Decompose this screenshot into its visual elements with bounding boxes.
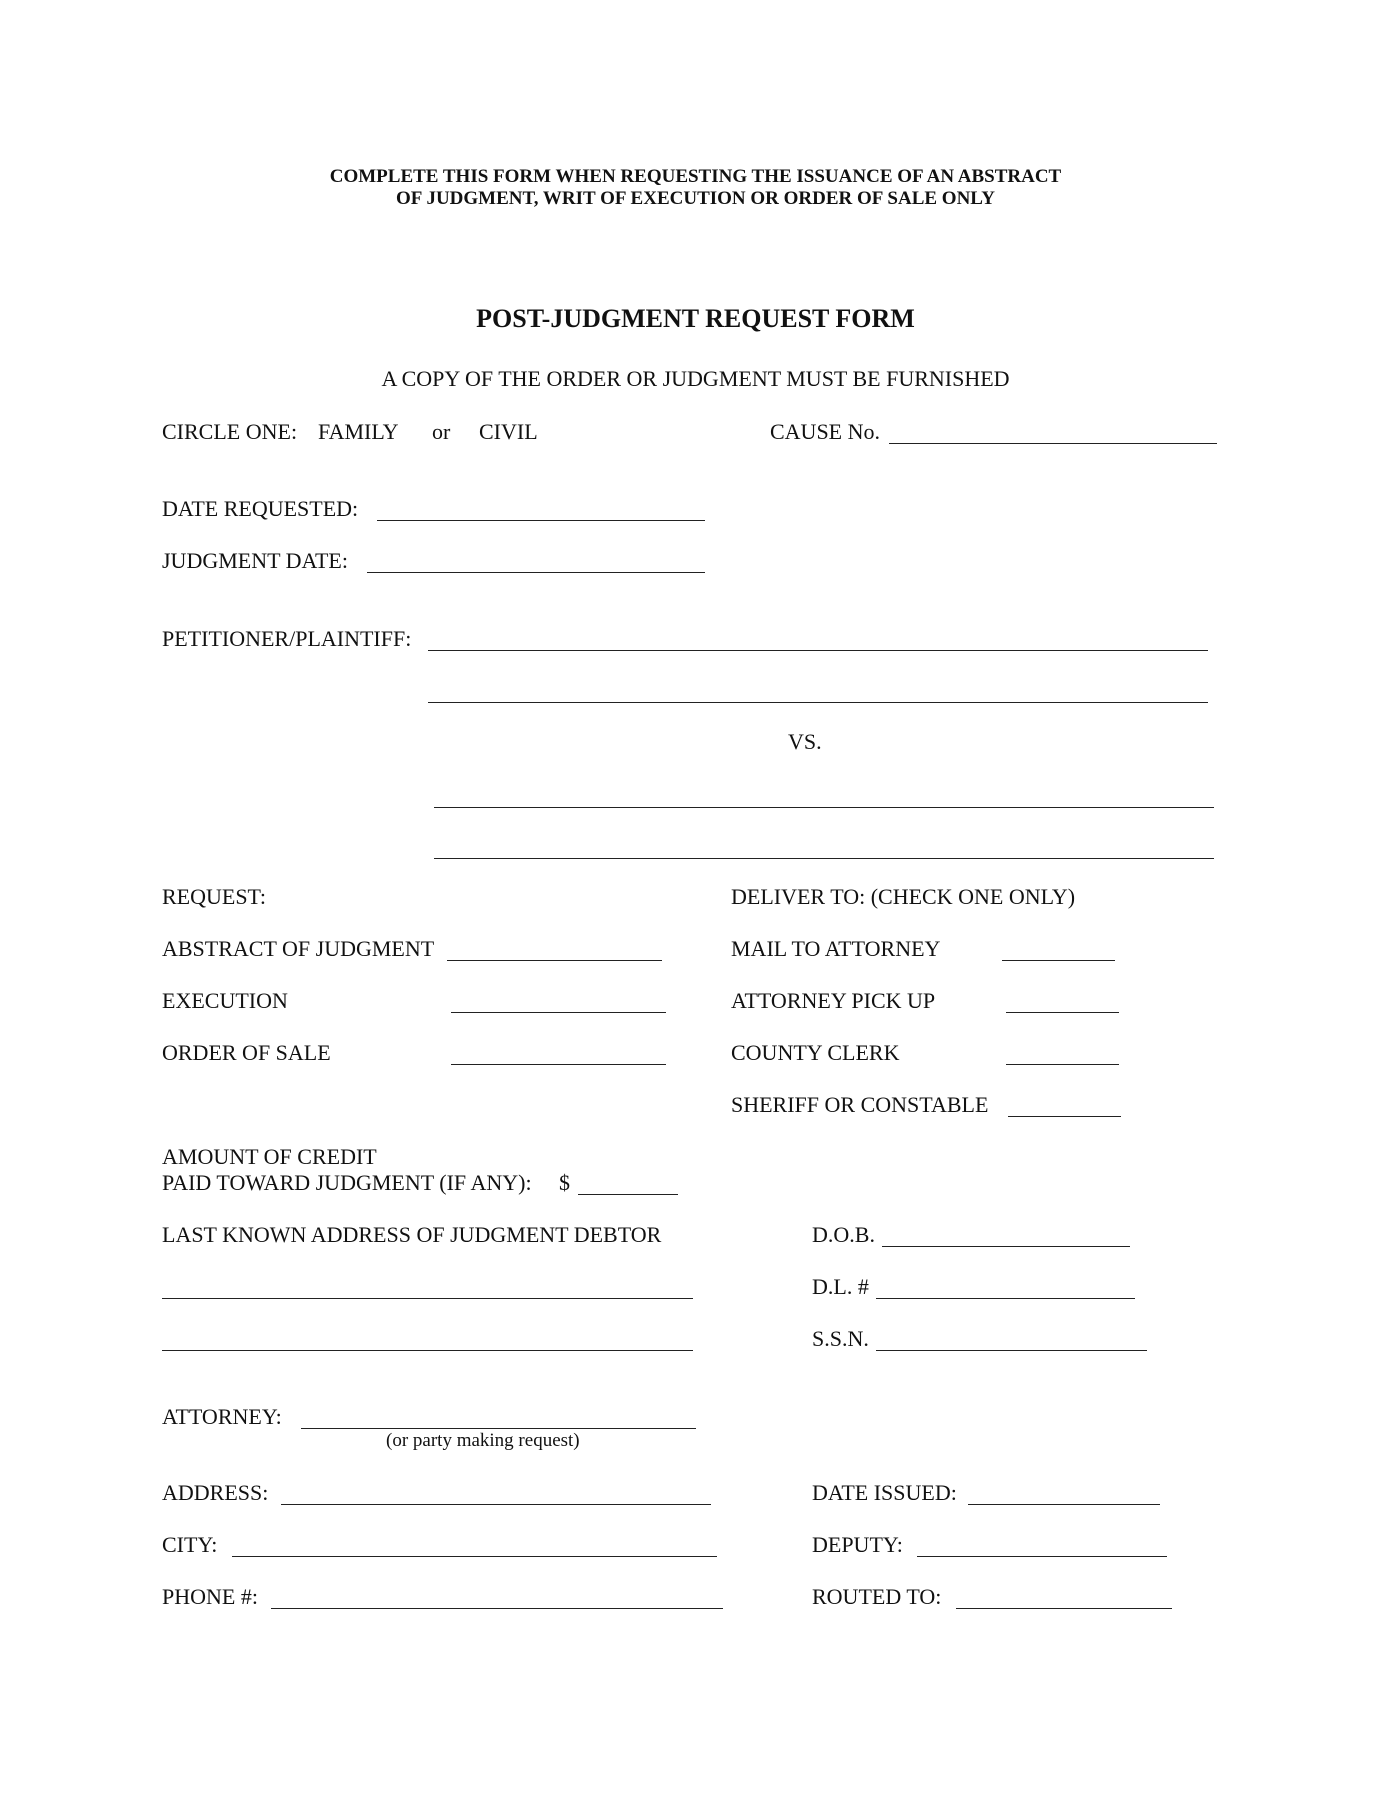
circle-one-label: CIRCLE ONE: <box>162 419 298 444</box>
attorney-note: (or party making request) <box>386 1430 580 1451</box>
or-text: or <box>432 419 451 444</box>
deliver-county-clerk-label: COUNTY CLERK <box>731 1040 900 1065</box>
ssn-label: S.S.N. <box>812 1326 869 1351</box>
respondent-field-2[interactable] <box>434 836 1214 859</box>
city-field[interactable] <box>232 1534 717 1557</box>
credit-amount-field[interactable] <box>578 1172 678 1195</box>
date-requested-field[interactable] <box>377 498 705 521</box>
header-line-1: COMPLETE THIS FORM WHEN REQUESTING THE ISSUANCE OF AN ABSTRACT <box>329 166 1062 187</box>
attorney-label: ATTORNEY: <box>162 1404 282 1429</box>
address-field[interactable] <box>281 1482 711 1505</box>
request-order-of-sale-label: ORDER OF SALE <box>162 1040 331 1065</box>
dob-label: D.O.B. <box>812 1222 875 1247</box>
dl-label: D.L. # <box>812 1274 869 1299</box>
address-label: ADDRESS: <box>162 1480 269 1505</box>
deliver-to-label: DELIVER TO: (CHECK ONE ONLY) <box>731 884 1076 909</box>
credit-currency: $ <box>559 1170 570 1195</box>
routed-to-label: ROUTED TO: <box>812 1584 942 1609</box>
dob-field[interactable] <box>882 1224 1130 1247</box>
phone-field[interactable] <box>271 1586 723 1609</box>
cause-number-field[interactable] <box>889 421 1217 444</box>
family-option[interactable]: FAMILY <box>318 419 399 444</box>
page-subtitle: A COPY OF THE ORDER OR JUDGMENT MUST BE FURNISHED <box>381 366 1010 391</box>
cause-number-label: CAUSE No. <box>770 419 881 444</box>
header-line-2: OF JUDGMENT, WRIT OF EXECUTION OR ORDER OF SALE ONLY <box>396 188 995 209</box>
respondent-field-1[interactable] <box>434 785 1214 808</box>
debtor-address-field-2[interactable] <box>162 1328 693 1351</box>
routed-to-field[interactable] <box>956 1586 1172 1609</box>
page-title: POST-JUDGMENT REQUEST FORM <box>476 304 915 333</box>
request-abstract-label: ABSTRACT OF JUDGMENT <box>162 936 435 961</box>
date-issued-field[interactable] <box>968 1482 1160 1505</box>
deliver-mail-field[interactable] <box>1002 938 1115 961</box>
judgment-date-field[interactable] <box>367 550 705 573</box>
versus-label: VS. <box>788 729 822 754</box>
date-requested-label: DATE REQUESTED: <box>162 496 359 521</box>
deliver-mail-label: MAIL TO ATTORNEY <box>731 936 941 961</box>
judgment-date-label: JUDGMENT DATE: <box>162 548 348 573</box>
dl-field[interactable] <box>876 1276 1135 1299</box>
deputy-field[interactable] <box>917 1534 1167 1557</box>
date-issued-label: DATE ISSUED: <box>812 1480 957 1505</box>
request-execution-label: EXECUTION <box>162 988 288 1013</box>
credit-label-line-2: PAID TOWARD JUDGMENT (IF ANY): <box>162 1170 532 1195</box>
phone-label: PHONE #: <box>162 1584 258 1609</box>
deliver-pickup-label: ATTORNEY PICK UP <box>731 988 936 1013</box>
deliver-sheriff-field[interactable] <box>1008 1094 1121 1117</box>
city-label: CITY: <box>162 1532 218 1557</box>
request-label: REQUEST: <box>162 884 267 909</box>
credit-label-line-1: AMOUNT OF CREDIT <box>162 1144 377 1169</box>
deputy-label: DEPUTY: <box>812 1532 903 1557</box>
deliver-pickup-field[interactable] <box>1006 990 1119 1013</box>
attorney-field[interactable] <box>301 1406 696 1429</box>
petitioner-field-1[interactable] <box>428 628 1208 651</box>
petitioner-field-2[interactable] <box>428 680 1208 703</box>
ssn-field[interactable] <box>876 1328 1147 1351</box>
request-abstract-field[interactable] <box>447 938 662 961</box>
debtor-address-label: LAST KNOWN ADDRESS OF JUDGMENT DEBTOR <box>162 1222 662 1247</box>
petitioner-plaintiff-label: PETITIONER/PLAINTIFF: <box>162 626 412 651</box>
request-order-of-sale-field[interactable] <box>451 1042 666 1065</box>
deliver-sheriff-label: SHERIFF OR CONSTABLE <box>731 1092 989 1117</box>
debtor-address-field-1[interactable] <box>162 1276 693 1299</box>
deliver-county-clerk-field[interactable] <box>1006 1042 1119 1065</box>
civil-option[interactable]: CIVIL <box>479 419 538 444</box>
request-execution-field[interactable] <box>451 990 666 1013</box>
